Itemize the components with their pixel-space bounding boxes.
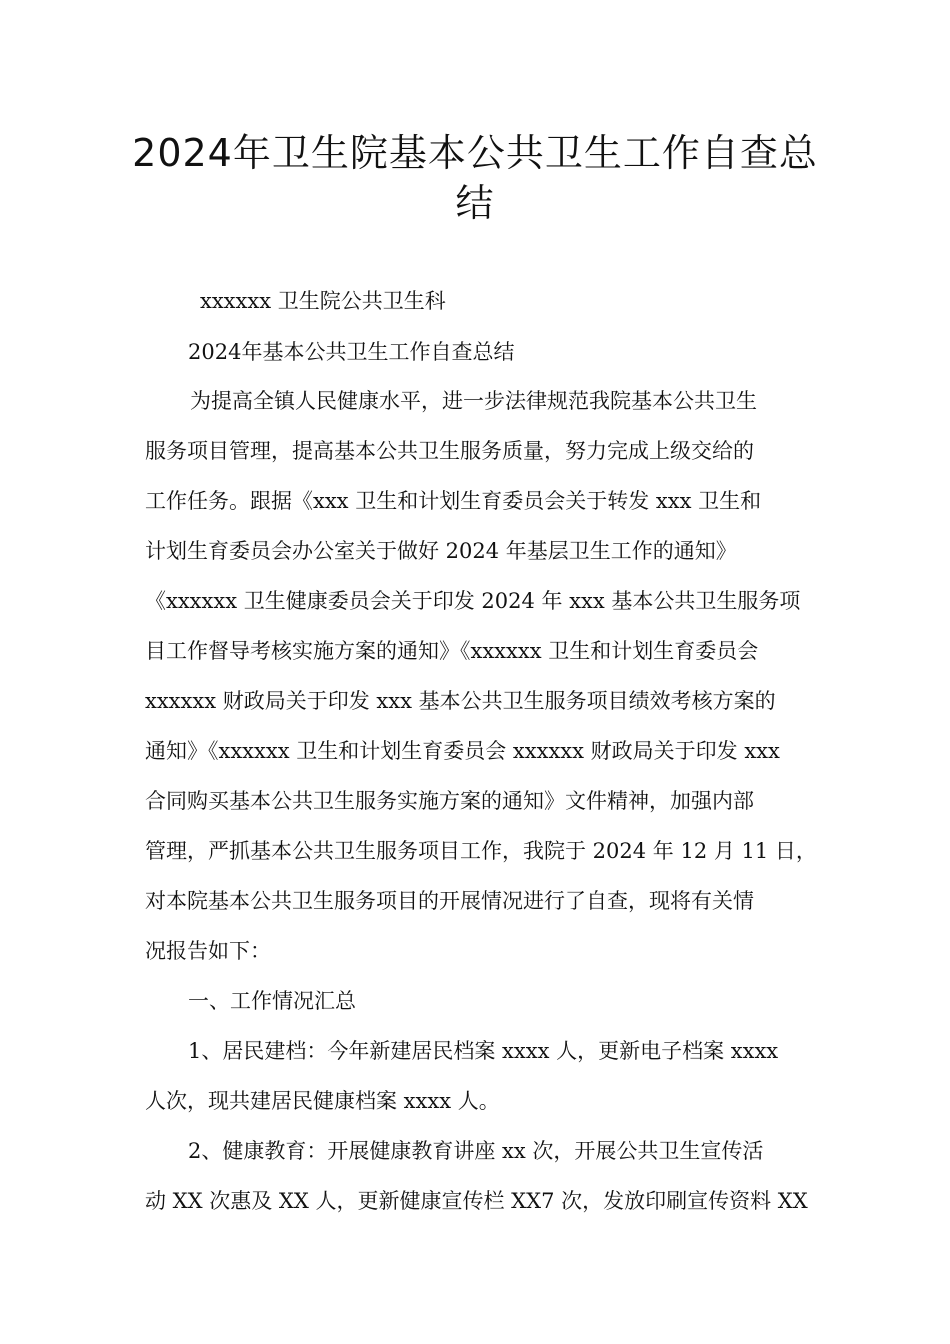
item-line: 动 XX 次惠及 XX 人，更新健康宣传栏 XX7 次，发放印刷宣传资料 XX (145, 1189, 808, 1213)
body-line: 服务项目管理，提高基本公共卫生服务质量，努力完成上级交给的 (145, 439, 754, 463)
section-heading: 一、工作情况汇总 (188, 989, 356, 1013)
subtitle-line: 2024年基本公共卫生工作自查总结 (188, 340, 515, 364)
item-line: 1、居民建档：今年新建居民档案 xxxx 人，更新电子档案 xxxx (188, 1039, 779, 1063)
body-line: 管理，严抓基本公共卫生服务项目工作，我院于 2024 年 12 月 11 日， (145, 839, 817, 863)
body-line: 计划生育委员会办公室关于做好 2024 年基层卫生工作的通知》 (145, 539, 737, 563)
item-line: 2、健康教育：开展健康教育讲座 xx 次，开展公共卫生宣传活 (188, 1139, 764, 1163)
body-line: 《xxxxxx 卫生健康委员会关于印发 2024 年 xxx 基本公共卫生服务项 (145, 589, 801, 613)
title-line-2: 结 (455, 181, 495, 225)
document-title (120, 128, 830, 228)
body-line: 通知》《xxxxxx 卫生和计划生育委员会 xxxxxx 财政局关于印发 xxx (145, 739, 780, 763)
body-line: 况报告如下： (145, 939, 271, 963)
body-line: 对本院基本公共卫生服务项目的开展情况进行了自查，现将有关情 (145, 889, 754, 913)
body-line: 合同购买基本公共卫生服务实施方案的通知》文件精神，加强内部 (145, 789, 754, 813)
body-line: 工作任务。跟据《xxx 卫生和计划生育委员会关于转发 xxx 卫生和 (145, 489, 762, 513)
body-line: 目工作督导考核实施方案的通知》《xxxxxx 卫生和计划生育委员会 (145, 639, 759, 663)
organization-line: xxxxxx 卫生院公共卫生科 (200, 289, 446, 313)
body-line: xxxxxx 财政局关于印发 xxx 基本公共卫生服务项目绩效考核方案的 (145, 689, 776, 713)
title-line-1: 2024年卫生院基本公共卫生工作自查总 (132, 131, 818, 175)
item-line: 人次，现共建居民健康档案 xxxx 人。 (145, 1089, 500, 1113)
body-line: 为提高全镇人民健康水平，进一步法律规范我院基本公共卫生 (190, 389, 757, 413)
